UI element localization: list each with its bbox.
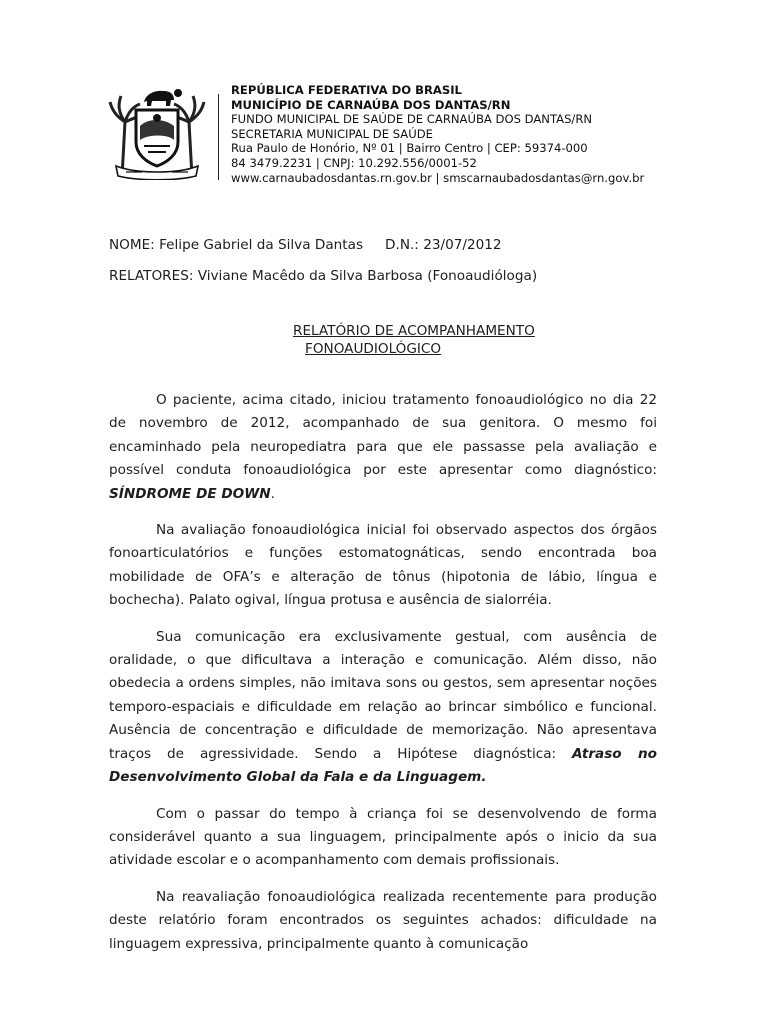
- patient-line: [109, 235, 657, 255]
- report-title-line-1: RELATÓRIO DE ACOMPANHAMENTO: [293, 323, 535, 339]
- report-title-line-2: FONOAUDIOLÓGICO: [305, 341, 442, 357]
- org-line-country: REPÚBLICA FEDERATIVA DO BRASIL: [231, 83, 462, 97]
- letterhead: [108, 82, 660, 185]
- reporters-line: RELATORES: Viviane Macêdo da Silva Barbosa (Fonoaudióloga): [109, 268, 538, 284]
- org-line-health-fund: FUNDO MUNICIPAL DE SAÚDE DE CARNAÚBA DOS DANTAS/RN: [231, 112, 593, 127]
- paragraph-1: [109, 389, 657, 506]
- org-line-phone-cnpj: 84 3479.2231 | CNPJ: 10.292.556/0001-52: [231, 155, 477, 170]
- document-body: [109, 235, 657, 956]
- patient-dob: D.N.: 23/07/2012: [385, 237, 502, 253]
- hypothesis-emphasis: Atraso no Desenvolvimento Global da Fala e da Linguagem.: [109, 745, 657, 786]
- paragraph-3-text: Sua comunicação era exclusivamente gestual, com ausência de oralidade, o que dificultava a interação e comunicação. Além disso, não obedecia a ordens simples, não imitava sons ou gestos, sem apresentar noções temporo-espaciais e dificuldade em relação ao brincar simbólico e funcional. Ausência de concentração e dificuldade de memorização. Não apresentava traços de agressividade. Sendo a Hipótese diagnóstica:: [109, 628, 657, 762]
- diagnosis-emphasis: SÍNDROME DE DOWN: [109, 485, 271, 502]
- paragraph-5: Na reavaliação fonoaudiológica realizada recentemente para produção deste relatório foram encontrados os seguintes achados: dificuldade na linguagem expressiva, principalmente quanto à comunicação: [109, 888, 657, 952]
- coat-of-arms-icon: [108, 82, 206, 180]
- org-line-secretariat: SECRETARIA MUNICIPAL DE SAÚDE: [231, 126, 433, 141]
- paragraph-2: Na avaliação fonoaudiológica inicial foi observado aspectos dos órgãos fonoarticulatórios e funções estomatognáticas, sendo encontrada boa mobilidade de OFA’s e alteração de tônus (hipotonia de lábio, língua e bochecha). Palato ogival, língua protusa e ausência de sialorréia.: [109, 522, 657, 609]
- organization-info: [231, 83, 660, 185]
- paragraph-1-text: O paciente, acima citado, iniciou tratamento fonoaudiológico no dia 22 de novembro de 2012, acompanhado de sua genitora. O mesmo foi encaminhado pela neuropediatra para que ele passasse pela avaliação e possível conduta fonoaudiológica por este apresentar como diagnóstico:: [109, 392, 657, 479]
- patient-name: NOME: Felipe Gabriel da Silva Dantas: [109, 237, 364, 253]
- paragraph-1-end: .: [270, 485, 275, 502]
- report-title: [109, 322, 657, 358]
- letterhead-divider: [218, 94, 219, 180]
- org-line-web-email: www.carnaubadosdantas.rn.gov.br | smscarnaubadosdantas@rn.gov.br: [231, 170, 645, 185]
- org-line-address: Rua Paulo de Honório, Nº 01 | Bairro Centro | CEP: 59374-000: [231, 141, 588, 156]
- org-line-municipality: MUNICÍPIO DE CARNAÚBA DOS DANTAS/RN: [231, 97, 511, 112]
- paragraph-3: [109, 626, 657, 790]
- paragraph-4: Com o passar do tempo à criança foi se desenvolvendo de forma considerável quanto a sua linguagem, principalmente após o inicio da sua atividade escolar e o acompanhamento com demais profissionais.: [109, 805, 657, 869]
